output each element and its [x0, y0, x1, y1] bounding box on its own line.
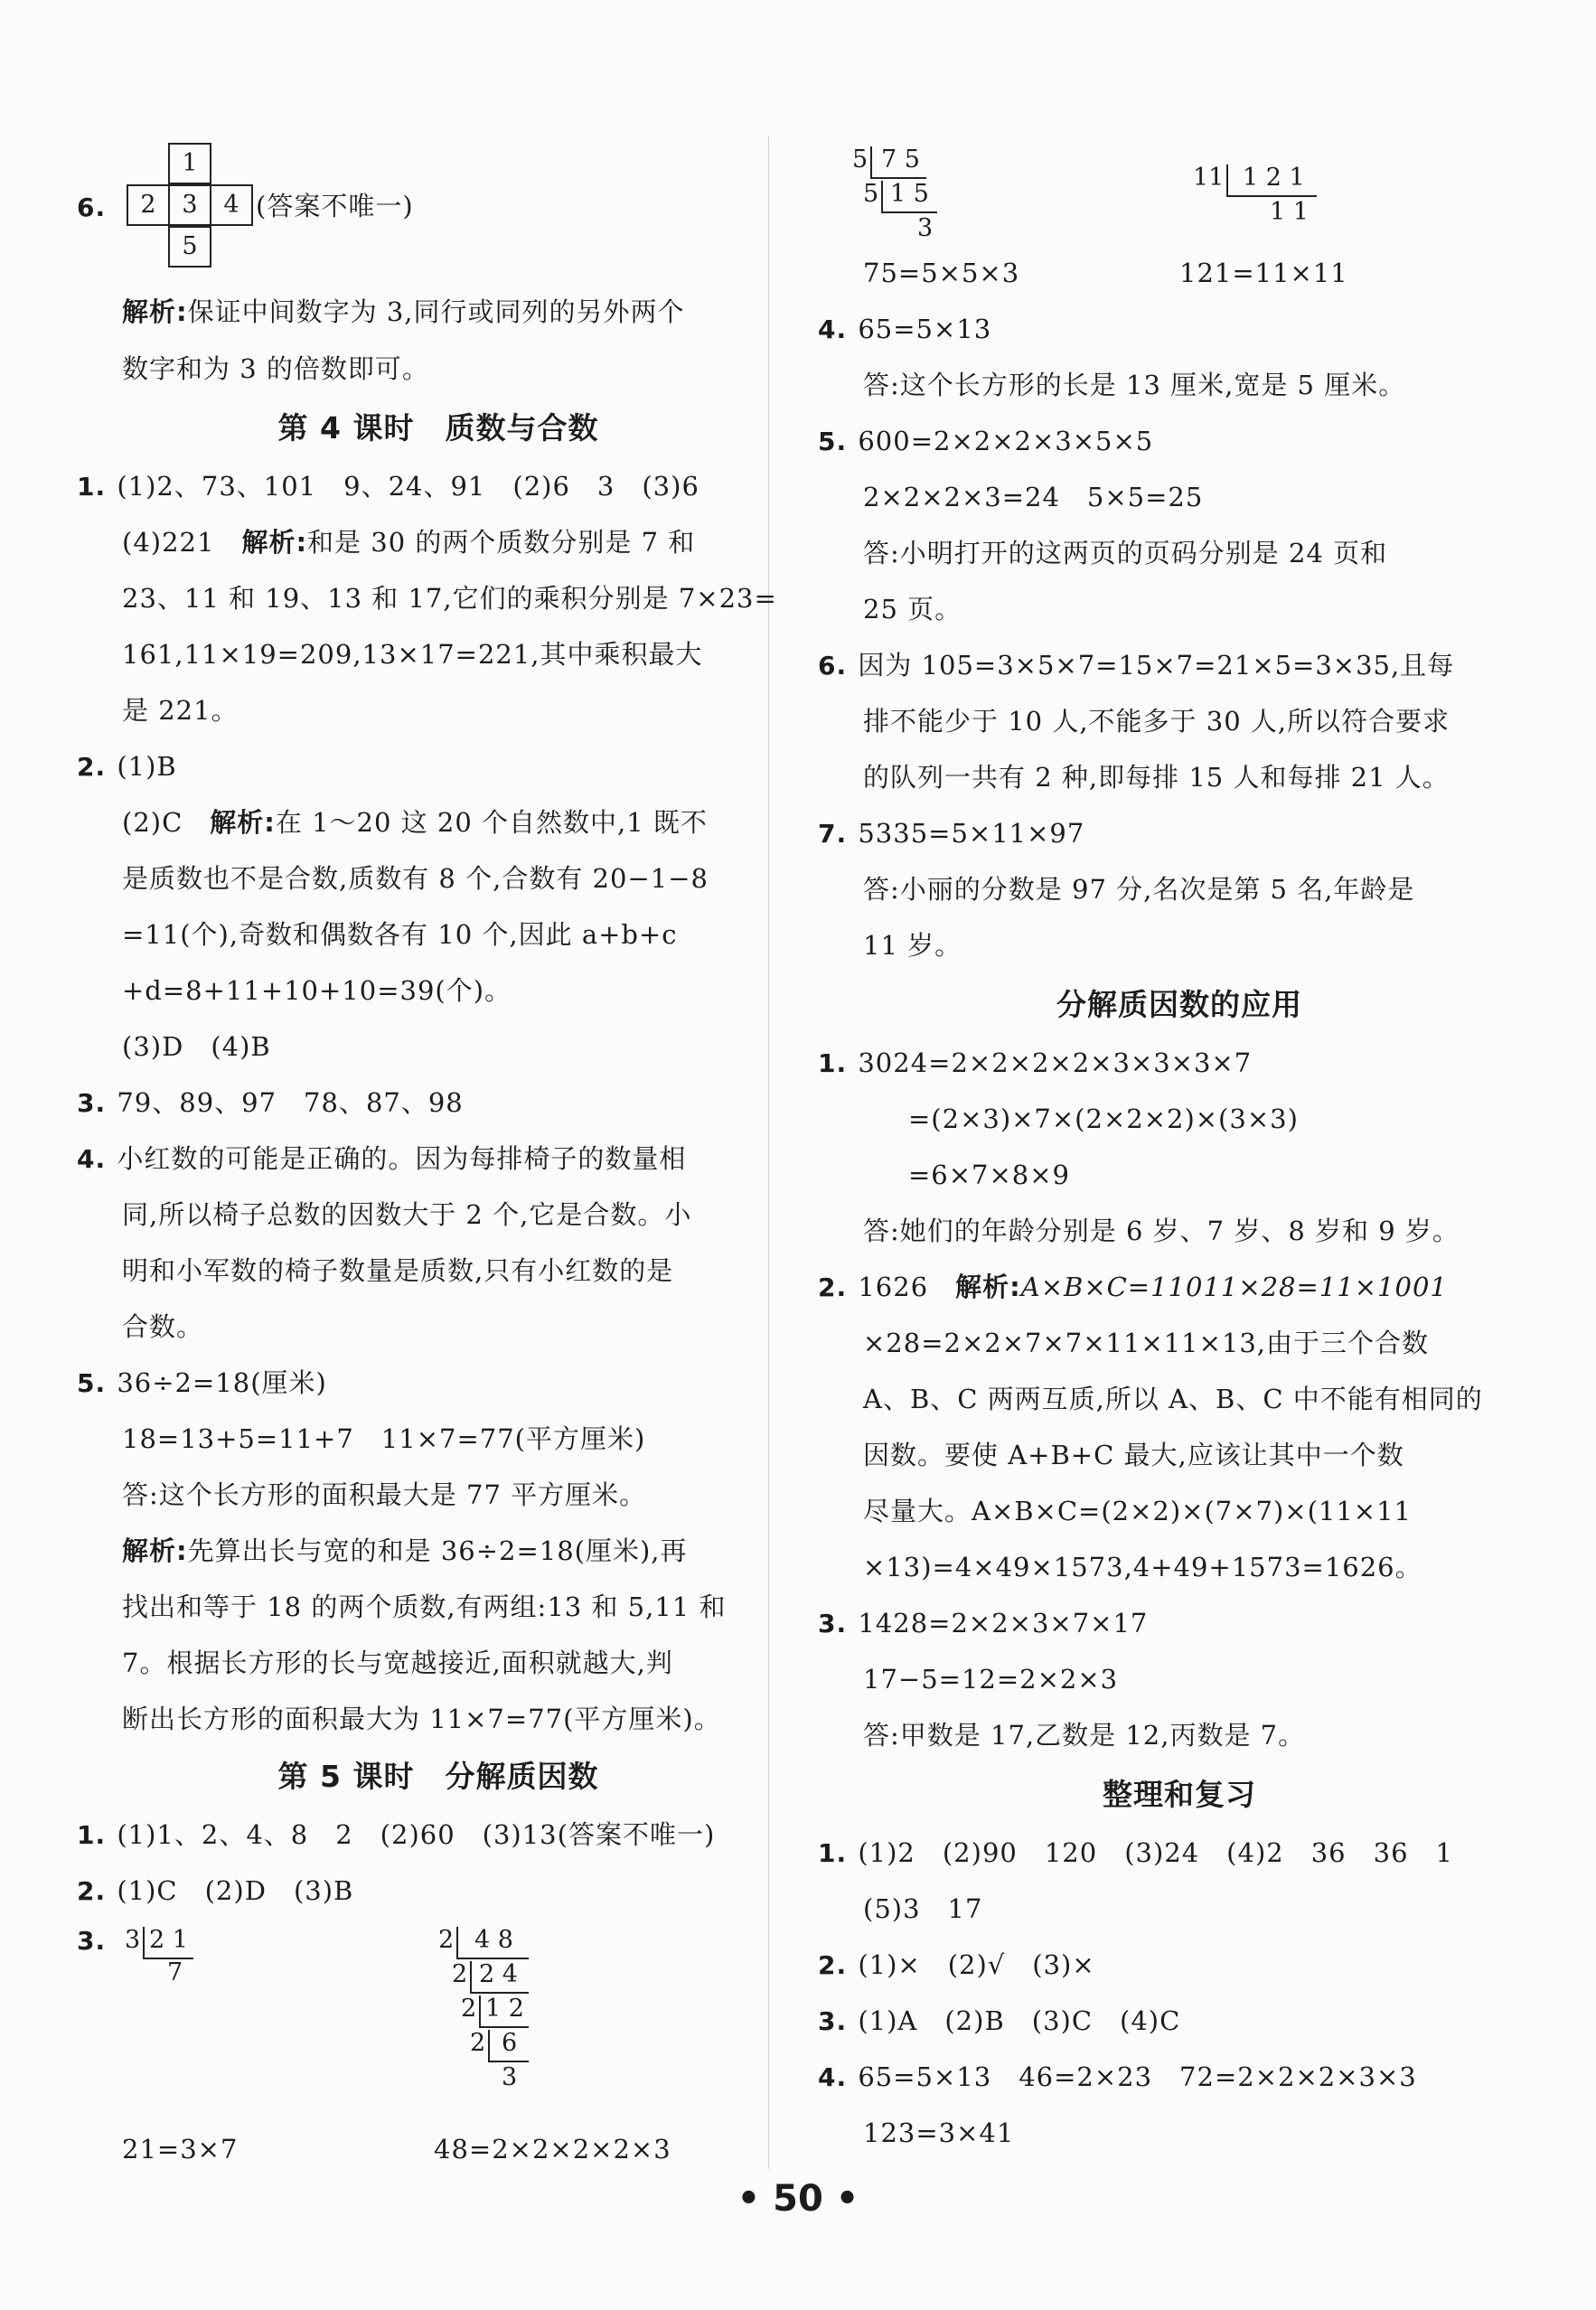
answer-line: 答:小明打开的这两页的页码分别是 24 页和 — [863, 538, 1388, 568]
dividend: 7 5 — [881, 146, 920, 174]
question-line — [122, 804, 708, 840]
answer-text: 65=5×13 — [858, 314, 992, 344]
analysis-line: +d=8+11+10+10=39(个)。 — [122, 975, 512, 1006]
question-line — [77, 1141, 686, 1178]
question-number: 2. — [818, 1272, 848, 1302]
answer-line: 123=3×41 — [863, 2118, 1015, 2148]
dividend: 6 — [502, 2029, 518, 2057]
answer-line: 明和小军数的椅子数量是质数,只有小红数的是 — [122, 1255, 674, 1286]
grid-cell-bottom: 5 — [168, 226, 211, 268]
question-line — [818, 311, 991, 348]
page-number-value: 50 — [773, 2178, 823, 2220]
question-number: 3. — [818, 2006, 848, 2036]
dividend: 1 2 1 — [1243, 164, 1305, 192]
grid-cell-top: 1 — [168, 143, 211, 184]
question-line — [818, 647, 1454, 684]
question-line — [77, 1817, 715, 1854]
analysis-line: =11(个),奇数和偶数各有 10 个,因此 a+b+c — [122, 919, 678, 950]
question-number: 5. — [818, 427, 848, 456]
answer-text: (1)B — [117, 751, 177, 782]
question-line — [77, 1873, 353, 1910]
question-number: 4. — [818, 2062, 848, 2092]
question-number: 2. — [77, 752, 107, 782]
divisor: 3 — [125, 1926, 141, 1954]
answer-text: (2)C — [122, 807, 211, 838]
equation: 21=3×7 — [122, 2134, 239, 2164]
answer-line: 合数。 — [122, 1311, 204, 1342]
answer-text: 小红数的可能是正确的。因为每排椅子的数量相 — [117, 1143, 687, 1174]
divisor: 2 — [452, 1960, 468, 1988]
division-bracket — [870, 146, 872, 177]
question-number: 1. — [818, 1048, 848, 1078]
analysis-label: 解析: — [122, 296, 188, 327]
divisor: 11 — [1193, 164, 1225, 192]
answer-line: =(2×3)×7×(2×2×2)×(3×3) — [908, 1103, 1299, 1134]
section-title-lesson4: 第 4 课时 质数与合数 — [277, 410, 599, 446]
answer-text: (4)221 — [122, 527, 242, 558]
question-line — [818, 2003, 1180, 2040]
question-line — [77, 1365, 327, 1402]
question-line — [818, 1605, 1148, 1642]
question-line — [77, 1085, 464, 1122]
equation: 121=11×11 — [1179, 258, 1348, 288]
question-number: 2. — [77, 1876, 107, 1906]
grid-cell-left: 2 — [127, 184, 170, 226]
equation: 75=5×5×3 — [863, 258, 1020, 288]
answer-line: 答:甲数是 17,乙数是 12,丙数是 7。 — [863, 1720, 1306, 1751]
analysis-line: 断出长方形的面积最大为 11×7=77(平方厘米)。 — [122, 1704, 721, 1734]
quotient: 3 — [502, 2063, 518, 2091]
divisor: 2 — [438, 1926, 455, 1954]
answer-line: 11 岁。 — [863, 930, 962, 961]
analysis-line: 尽量大。A×B×C=(2×2)×(7×7)×(11×11 — [863, 1496, 1413, 1526]
analysis-line: A、B、C 两两互质,所以 A、B、C 中不能有相同的 — [863, 1384, 1483, 1414]
question-number: 6. — [77, 192, 107, 222]
analysis-text: 保证中间数字为 3,同行或同列的另外两个 — [187, 296, 685, 327]
answer-text: (1)1、2、4、8 2 (2)60 (3)13(答案不唯一) — [117, 1819, 716, 1850]
analysis-label: 解析: — [955, 1272, 1021, 1302]
analysis-text: 在 1～20 这 20 个自然数中,1 既不 — [275, 807, 708, 838]
division-bracket — [1226, 164, 1228, 195]
question-number: 5. — [77, 1368, 107, 1398]
section-title-application: 分解质因数的应用 — [1056, 987, 1302, 1022]
answer-text: 因为 105=3×5×7=15×7=21×5=3×35,且每 — [858, 650, 1455, 681]
division-bracket — [479, 1995, 481, 2026]
divisor: 5 — [863, 180, 879, 208]
analysis-line: 是质数也不是合数,质数有 8 个,合数有 20−1−8 — [122, 863, 709, 894]
division-bracket — [143, 1927, 145, 1958]
answer-text: 1626 — [858, 1272, 956, 1302]
analysis-line — [122, 1533, 688, 1569]
grid-cell-right: 4 — [210, 184, 253, 226]
answer-line: 答:这个长方形的长是 13 厘米,宽是 5 厘米。 — [863, 370, 1406, 400]
answer-line: 18=13+5=11+7 11×7=77(平方厘米) — [122, 1423, 646, 1454]
analysis-label: 解析: — [210, 807, 276, 838]
analysis-label: 解析: — [122, 1535, 188, 1566]
analysis-text: 先算出长与宽的和是 36÷2=18(厘米),再 — [187, 1535, 688, 1566]
question-number: 3. — [818, 1609, 848, 1639]
answer-line: 答:她们的年龄分别是 6 岁、7 岁、8 岁和 9 岁。 — [863, 1216, 1460, 1246]
answer-line: (5)3 17 — [863, 1893, 983, 1924]
question-line — [818, 1269, 1448, 1306]
dividend: 2 4 — [479, 1960, 518, 1988]
question-number: 3. — [77, 1088, 107, 1118]
right-column — [818, 0, 1541, 2178]
answer-text: 79、89、97 78、87、98 — [117, 1087, 464, 1118]
question-line — [818, 1835, 1453, 1872]
quotient: 7 — [167, 1958, 183, 1986]
answer-text: (1)× (2)√ (3)× — [858, 1949, 1095, 1980]
question-line — [818, 423, 1153, 460]
answer-line: 25 页。 — [863, 594, 962, 624]
analysis-line: 因数。要使 A+B+C 最大,应该让其中一个数 — [863, 1440, 1404, 1470]
analysis-line: ×13)=4×49×1573,4+49+1573=1626。 — [863, 1552, 1422, 1582]
equation: 48=2×2×2×2×3 — [434, 2134, 671, 2164]
answer-text: (1)A (2)B (3)C (4)C — [858, 2005, 1181, 2036]
question-number: 4. — [77, 1144, 107, 1174]
analysis-line: 161,11×19=209,13×17=221,其中乘积最大 — [122, 639, 703, 670]
answer-text: (1)2、73、101 9、24、91 (2)6 3 (3)6 — [117, 471, 699, 502]
question-number: 1. — [77, 1820, 107, 1850]
analysis-line: 数字和为 3 的倍数即可。 — [122, 353, 429, 384]
analysis-text: A×B×C=11011×28=11×1001 — [1020, 1272, 1448, 1302]
question-line — [818, 815, 1084, 852]
answer-line: 答:小丽的分数是 97 分,名次是第 5 名,年龄是 — [863, 874, 1415, 905]
answer-line: 2×2×2×3=24 5×5=25 — [863, 482, 1204, 512]
question-number: 1. — [77, 472, 107, 502]
answer-text: (1)C (2)D (3)B — [117, 1875, 354, 1906]
question-line — [818, 1045, 1252, 1082]
question-line — [818, 1947, 1095, 1984]
grid-cell-center: 3 — [168, 184, 211, 226]
division-bracket — [488, 2030, 490, 2061]
answer-line: 排不能少于 10 人,不能多于 30 人,所以符合要求 — [863, 706, 1450, 737]
answer-text: (1)2 (2)90 120 (3)24 (4)2 36 36 1 — [858, 1837, 1453, 1868]
question-line — [818, 2059, 1417, 2096]
answer-note: (答案不唯一) — [256, 191, 414, 221]
analysis-label: 解析: — [241, 527, 308, 558]
analysis-line: 找出和等于 18 的两个质数,有两组:13 和 5,11 和 — [122, 1592, 727, 1622]
divisor: 2 — [470, 2029, 486, 2057]
answer-line: =6×7×8×9 — [908, 1160, 1070, 1190]
divisor: 5 — [852, 146, 868, 174]
answer-line: 17−5=12=2×2×3 — [863, 1664, 1119, 1695]
dividend: 4 8 — [474, 1926, 513, 1954]
analysis-line: 7。根据长方形的长与宽越接近,面积就越大,判 — [122, 1648, 673, 1678]
dividend: 1 5 — [890, 180, 929, 208]
analysis-line: ×28=2×2×7×7×11×11×13,由于三个合数 — [863, 1328, 1430, 1358]
answer-text: 1428=2×2×3×7×17 — [858, 1608, 1149, 1639]
answer-line: 答:这个长方形的面积最大是 77 平方厘米。 — [122, 1479, 647, 1510]
dividend: 1 2 — [485, 1995, 524, 2023]
question-line — [122, 524, 695, 560]
question-number: 3. — [77, 1926, 107, 1956]
question-number: 1. — [818, 1838, 848, 1868]
question-number: 4. — [818, 315, 848, 344]
answer-text: 3024=2×2×2×2×3×3×3×7 — [858, 1047, 1253, 1078]
answer-text: 5335=5×11×97 — [858, 818, 1085, 849]
question-number: 2. — [818, 1950, 848, 1980]
question-number: 7. — [818, 819, 848, 849]
answer-text: 65=5×13 46=2×23 72=2×2×2×3×3 — [858, 2061, 1417, 2092]
analysis-line: 是 221。 — [122, 695, 239, 726]
section-title-lesson5: 第 5 课时 分解质因数 — [277, 1759, 599, 1794]
answer-text: 36÷2=18(厘米) — [117, 1367, 327, 1398]
answer-line: 的队列一共有 2 种,即每排 15 人和每排 21 人。 — [863, 762, 1450, 793]
left-column — [77, 0, 800, 2178]
analysis-line: 23、11 和 19、13 和 17,它们的乘积分别是 7×23= — [122, 583, 777, 614]
answer-line: (3)D (4)B — [122, 1031, 271, 1062]
section-title-review: 整理和复习 — [1103, 1777, 1256, 1812]
analysis-text: 和是 30 的两个质数分别是 7 和 — [307, 527, 696, 558]
question-number: 6. — [818, 651, 848, 681]
answer-line: 同,所以椅子总数的因数大于 2 个,它是合数。小 — [122, 1199, 692, 1230]
division-bracket — [881, 181, 883, 211]
quotient: 3 — [917, 214, 934, 242]
question-line — [77, 748, 177, 785]
divisor: 2 — [461, 1995, 477, 2023]
analysis-line — [122, 294, 685, 330]
page-number: • 50 • — [737, 2178, 859, 2220]
division-bracket — [456, 1927, 458, 1958]
division-bracket — [470, 1961, 472, 1992]
question-line — [77, 468, 699, 505]
answer-text: 600=2×2×2×3×5×5 — [858, 426, 1154, 456]
dividend: 2 1 — [149, 1926, 188, 1954]
quotient: 1 1 — [1270, 198, 1309, 226]
